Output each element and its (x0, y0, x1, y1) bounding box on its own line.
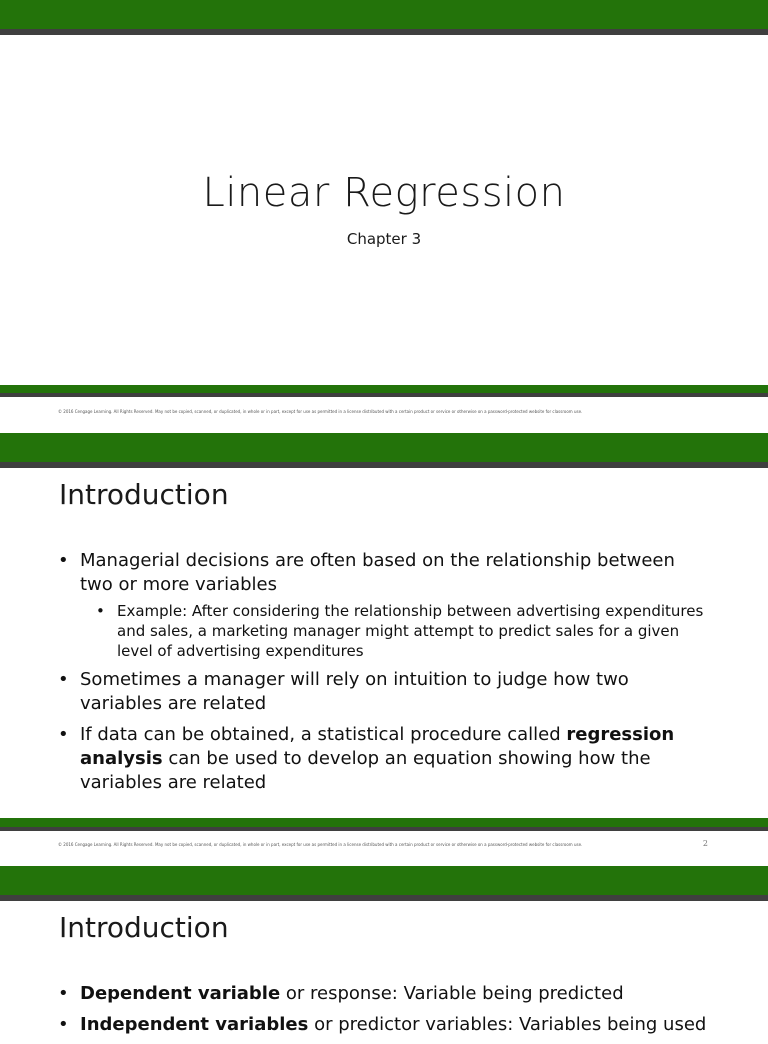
bullet-list (58, 982, 708, 1044)
bullet-bold-term: Dependent variable (80, 983, 281, 1004)
slide-introduction-continued (0, 866, 768, 1035)
sub-bullet-list (80, 601, 708, 661)
bullet-text-start: If data can be obtained, a statistical procedure called (80, 724, 567, 745)
slide-footer-band (0, 818, 768, 831)
bullet-bold-term: Independent variables (80, 1014, 309, 1035)
sub-bullet-text: Example: After considering the relationship between advertising expenditures and sales, a marketing manager might attempt to predict sales for a given level of advertising expenditures (117, 602, 704, 660)
slide-heading: Introduction (59, 911, 229, 944)
bullet-text: Sometimes a manager will rely on intuition to judge how two variables are related (80, 669, 629, 714)
bullet-text: or predictor variables: Variables being used (308, 1014, 707, 1035)
copyright-notice: © 2016 Cengage Learning. All Rights Reserved. May not be copied, scanned, or duplicated, in whole or in part, except for use as permitted in a license distributed with a certain product or service or otherwise on a password-protected website for classroom use. (58, 409, 583, 414)
bullet-item (58, 1013, 708, 1037)
bullet-text: Managerial decisions are often based on the relationship between two or more variables (80, 550, 675, 595)
copyright-notice: © 2016 Cengage Learning. All Rights Reserved. May not be copied, scanned, or duplicated, in whole or in part, except for use as permitted in a license distributed with a certain product or service or otherwise on a password-protected website for classroom use. (58, 842, 583, 847)
sub-bullet-item (80, 601, 708, 661)
slide-title (0, 0, 768, 433)
bullet-list (58, 549, 708, 802)
slide-introduction (0, 433, 768, 866)
bullet-text: or response: Variable being predicted (280, 983, 624, 1004)
page-number: 2 (702, 839, 708, 848)
bullet-text-end: can be used to develop an equation showing how the variables are related (80, 748, 651, 793)
bullet-bold-term: regression analysis (80, 724, 675, 769)
slide-footer-band (0, 385, 768, 397)
slide-header-band (0, 866, 768, 901)
slide-header-band (0, 0, 768, 35)
bullet-item (58, 982, 708, 1006)
bullet-item (58, 668, 708, 716)
slide-heading: Introduction (59, 478, 229, 511)
slide-header-band (0, 433, 768, 468)
bullet-item (58, 549, 708, 661)
bullet-item (58, 723, 708, 795)
slide-subtitle: Chapter 3 (346, 230, 422, 248)
slide-title-text: Linear Regression (202, 170, 566, 216)
